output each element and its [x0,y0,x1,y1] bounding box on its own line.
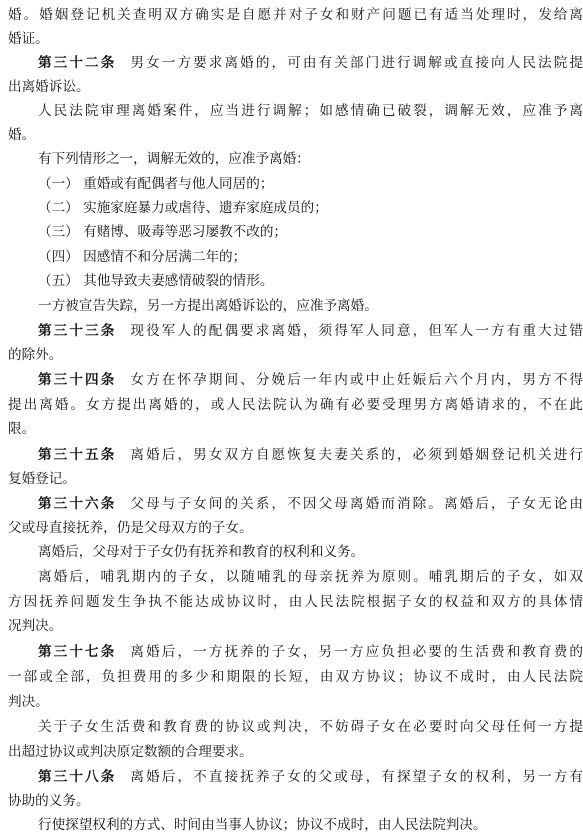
article-34-line [0,368,583,392]
text-line [0,813,583,837]
list-item [0,196,583,220]
text-line [0,27,583,51]
line-text: （一） 重婚或有配偶者与他人同居的； [38,176,274,192]
text-line [0,590,583,614]
article-number: 第三十八条 [38,769,117,785]
line-text: （二） 实施家庭暴力或虐待、遗弃家庭成员的； [38,200,328,216]
line-text: 方因抚养问题发生争执不能达成协议时，由人民法院根据子女的权益和双方的具体情 [8,594,583,610]
article-35-line [0,443,583,467]
line-text: 限。 [8,421,36,437]
article-number: 第三十五条 [38,447,117,463]
line-text: 协助的义务。 [8,793,90,809]
line-text: （三） 有赌博、吸毒等恶习屡教不改的； [38,224,288,240]
list-item [0,245,583,269]
text-line [0,565,583,589]
text-line [0,294,583,318]
text-line [0,614,583,638]
line-text: 离婚后，哺乳期内的子女，以随哺乳的母亲抚养为原则。哺乳期后的子女，如双 [38,569,583,585]
text-line [0,147,583,171]
text-line [0,715,583,739]
line-text: 的除外。 [8,347,63,363]
line-text: 父母与子女间的关系，不因父母离婚而消除。离婚后，子女无论由 [130,496,583,512]
article-number: 第三十三条 [38,323,117,339]
line-text: 离婚后，男女双方自愿恢复夫妻关系的，必须到婚姻登记机关进行 [130,447,583,463]
text-line [0,789,583,813]
line-text: 关于子女生活费和教育费的协议或判决，不妨碍子女在必要时向父母任何一方提 [38,719,583,735]
line-text: 判决。 [8,694,49,710]
article-38-line [0,765,583,789]
list-item [0,172,583,196]
line-text: 复婚登记。 [8,471,76,487]
line-text: 有下列情形之一，调解无效的，应准予离婚： [38,151,310,167]
article-36-line [0,492,583,516]
article-32-line [0,51,583,75]
line-text: 况判决。 [8,618,63,634]
article-number: 第三十六条 [38,496,117,512]
line-text: 出离婚诉讼。 [8,79,90,95]
line-text: 父或母直接抚养，仍是父母双方的子女。 [8,520,253,536]
line-text: 女方在怀孕期间、分娩后一年内或中止妊娠后六个月内，男方不得 [130,372,583,388]
line-text: （五） 其他导致夫妻感情破裂的情形。 [38,273,274,289]
line-text: 离婚后，一方抚养的子女，另一方应负担必要的生活费和教育费的 [130,644,583,660]
text-line [0,99,583,123]
line-text: 一部或全部，负担费用的多少和期限的长短，由双方协议；协议不成时，由人民法院 [8,669,583,685]
list-item [0,269,583,293]
article-number: 第三十二条 [38,55,117,71]
line-text: 离婚后，不直接抚养子女的父或母，有探望子女的权利，另一方有 [130,769,583,785]
line-text: 人民法院审理离婚案件，应当进行调解；如感情确已破裂，调解无效，应准予离 [38,103,583,119]
line-text: 现役军人的配偶要求离婚，须得军人同意，但军人一方有重大过错 [130,323,583,339]
list-item [0,220,583,244]
text-line [0,690,583,714]
line-text: 提出离婚。女方提出离婚的，或人民法院认为确有必要受理男方离婚请求的，不在此 [8,397,583,413]
text-line [0,75,583,99]
line-text: 男女一方要求离婚的，可由有关部门进行调解或直接向人民法院提 [130,55,583,71]
text-line [0,740,583,764]
text-line [0,3,583,27]
text-line [0,123,583,147]
article-33-line [0,319,583,343]
article-number: 第三十四条 [38,372,117,388]
line-text: 婚。 [8,127,36,143]
text-line [0,540,583,564]
text-line [0,467,583,491]
text-line [0,516,583,540]
line-text: 行使探望权利的方式、时间由当事人协议；协议不成时，由人民法院判决。 [38,817,487,833]
line-text: 婚。婚姻登记机关查明双方确实是自愿并对子女和财产问题已有适当处理时，发给离 [8,7,583,23]
article-number: 第三十七条 [38,644,117,660]
text-line [0,343,583,367]
text-line [0,665,583,689]
line-text: 婚证。 [8,31,49,47]
line-text: 离婚后，父母对于子女仍有抚养和教育的权利和义务。 [38,544,365,560]
line-text: 一方被宣告失踪，另一方提出离婚诉讼的，应准予离婚。 [38,298,378,314]
line-text: （四） 因感情不和分居满二年的； [38,249,247,265]
line-text: 出超过协议或判决原定数额的合理要求。 [8,744,253,760]
text-line [0,417,583,441]
text-line [0,393,583,417]
article-37-line [0,640,583,664]
